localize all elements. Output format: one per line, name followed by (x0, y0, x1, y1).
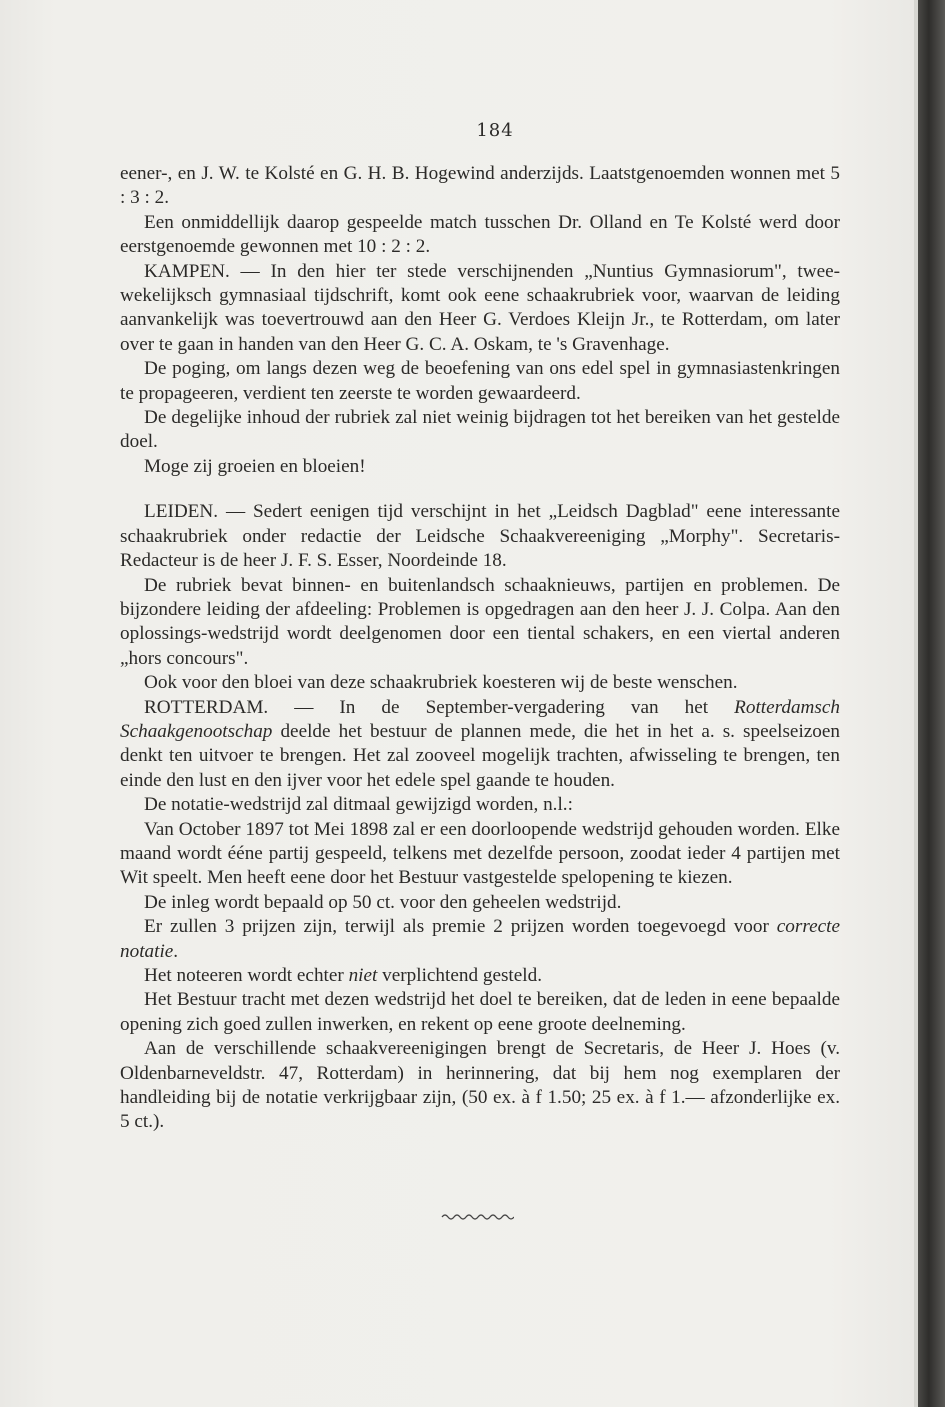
paragraph: eener-, en J. W. te Kolsté en G. H. B. Hogewind anderzijds. Laatstgenoemden wonnen met 5 : 3 : 2. (120, 163, 840, 209)
paragraph: De inleg wordt bepaald op 50 ct. voor den geheelen wedstrijd. (144, 891, 622, 913)
book-binding-edge (918, 0, 945, 1407)
text-run: . (173, 940, 179, 962)
paragraph: De poging, om langs dezen weg de beoefening van ons edel spel in gymnasiastenkringen te propageeren, verdient ten zeerste te worden gewaardeerd. (120, 358, 840, 404)
italic-word: niet (348, 965, 378, 986)
text-run: Het noteeren wordt echter (144, 965, 349, 986)
italic-society-name: Rotterdamsch Schaakgenootschap (120, 696, 840, 742)
paragraph: De rubriek bevat binnen- en buitenlandsch schaaknieuws, partijen en problemen. De bijzondere leiding der afdeeling: Problemen is opgedragen aan den heer J. J. Colpa. Aan den oplossings-wedstrijd wordt deelgenomen door een tiental schakers, en een viertal anderen „hors concours". (120, 574, 840, 669)
paragraph: Het Bestuur tracht met dezen wedstrijd het doel te bereiken, dat de leden in eene bepaalde opening zich goed zullen inwerken, en rekent op eene groote deelneming. (120, 989, 840, 1035)
text-run: Er zullen 3 prijzen zijn, terwijl als premie 2 prijzen worden toegevoegd voor (144, 916, 777, 938)
paragraph: De degelijke inhoud der rubriek zal niet weinig bijdragen tot het bereiken van het gestelde doel. (120, 407, 840, 453)
paragraph: Aan de verschillende schaakvereenigingen brengt de Secretaris, de Heer J. Hoes (v. Oldenbarneveldstr. 47, Rotterdam) in herinnering, dat bij hem nog exemplaren der handleiding bij de notatie verkrijgbaar zijn, (50 ex. à f 1.50; 25 ex. à f 1.— afzonderlijke ex. 5 ct.). (120, 1038, 840, 1133)
paragraph: Ook voor den bloei van deze schaakrubriek koesteren wij de beste wenschen. (144, 672, 738, 694)
paragraph: De notatie-wedstrijd zal ditmaal gewijzigd worden, n.l.: (144, 794, 573, 816)
text-run: verplichtend gesteld. (377, 965, 542, 986)
italic-phrase: correcte notatie (120, 916, 840, 962)
paragraph: Een onmiddellijk daarop gespeelde match tusschen Dr. Olland en Te Kolsté werd door eerstgenoemde gewonnen met 10 : 2 : 2. (120, 211, 840, 258)
text-run: deelde het bestuur de plannen mede, die het in het a. s. speelseizoen denkt ten uitvoer te brengen. Het zal zooveel mogelijk trachten, afwisseling te brengen, ten einde den lust en den ijver voor het edele spel gaande te houden. (120, 720, 840, 791)
end-ornament-icon (440, 1212, 514, 1222)
text-run: ROTTERDAM. — In de September-vergadering van het (144, 696, 735, 718)
paragraph: Van October 1897 tot Mei 1898 zal er een doorloopende wedstrijd gehouden worden. Elke maand wordt ééne partij gespeeld, telkens met dezelfde persoon, zoodat ieder 4 partijen met Wit speelt. Men heeft eene door het Bestuur vastgestelde spelopening te kiezen. (120, 818, 840, 889)
paragraph-kampen: KAMPEN. — In den hier ter stede verschijnenden „Nuntius Gymnasiorum", twee-wekelijksch gymnasiaal tijdschrift, komt ook eene schaakrubriek voor, waarvan de leiding aanvankelijk was toevertrouwd aan den Heer G. Verdoes Kleijn Jr., te Rotterdam, om later over te gaan in handen van den Heer G. C. A. Oskam, te 's Gravenhage. (120, 260, 840, 355)
paragraph-leiden: LEIDEN. — Sedert eenigen tijd verschijnt in het „Leidsch Dagblad" eene interessante schaakrubriek onder redactie der Leidsche Schaakvereeniging „Morphy". Secretaris-Redacteur is de heer J. F. S. Esser, Noordeinde 18. (120, 501, 840, 572)
paragraph (120, 964, 840, 988)
paragraph (120, 915, 840, 964)
paragraph-rotterdam (120, 696, 840, 794)
body-text (120, 162, 840, 1135)
page-number: 184 (476, 120, 514, 141)
paragraph: Moge zij groeien en bloeien! (144, 455, 366, 477)
